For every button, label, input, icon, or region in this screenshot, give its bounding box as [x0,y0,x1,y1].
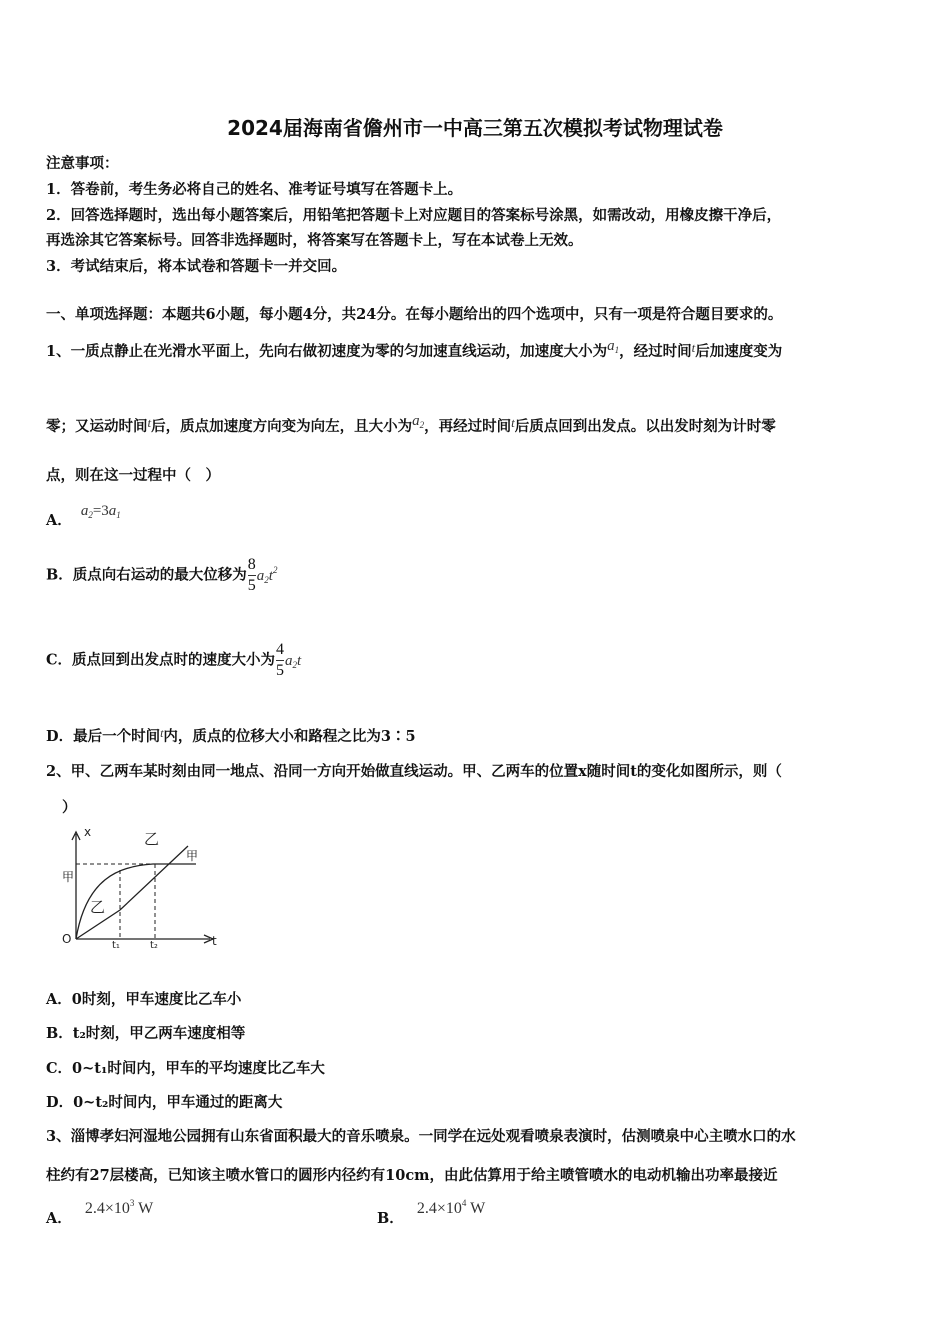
q2-position-time-graph [58,824,226,954]
jia-left-label: 甲 [62,870,75,884]
yi-inner-label: 乙 [90,898,106,916]
q2-stem-line1: 2、甲、乙两车某时刻由同一地点、沿同一方向开始做直线运动。甲、乙两车的位置x随时间t的变化如图所示，则（ [46,763,782,780]
page-title: 2024届海南省儋州市一中高三第五次模拟考试物理试卷 [227,116,723,140]
q2-option-d[interactable]: D．0~t₂时间内，甲车通过的距离大 [46,1094,283,1111]
q1-stem-line2: 零；又运动时间t后，质点加速度方向变为向左，且大小为$a_2$，再经过时间t后质点回到出发点。以出发时刻为计时零 [46,413,776,435]
q2-stem-line2: ） [62,799,77,816]
q1-stem-line3: 点，则在这一过程中（ ） [46,467,220,484]
q3-option-b[interactable]: B． $2.4\times 10^4$ W [377,1198,486,1227]
yi-top-label: 乙 [144,830,160,848]
q1-option-a[interactable]: A． $a_2=3a_1$ [46,503,121,529]
notice-item: 3．考试结束后，将本试卷和答题卡一并交回。 [46,258,347,275]
origin-label: O [62,932,72,946]
q3-stem-line2: 柱约有27层楼高，已知该主喷水管口的圆形内径约有10cm，由此估算用于给主喷管喷水的电动机输出功率最接近 [46,1167,778,1184]
section-heading: 一、单项选择题：本题共6小题，每小题4分，共24分。在每小题给出的四个选项中，只有一项是符合题目要求的。 [46,306,783,323]
notice-item: 2．回答选择题时，选出每小题答案后，用铅笔把答题卡上对应题目的答案标号涂黑，如需改动，用橡皮擦干净后， [46,207,782,224]
jia-right-label: 甲 [186,849,199,863]
q1-option-b[interactable]: B．质点向右运动的最大位移为 $\frac{8}{5}$ $a_2t^2$ [46,556,278,594]
q1-option-d[interactable]: D．最后一个时间$^t$内，质点的位移大小和路程之比为3∶5 [46,726,416,745]
q2-option-b[interactable]: B．t₂时刻，甲乙两车速度相等 [46,1025,246,1042]
q2-option-c[interactable]: C．0~t₁时间内，甲车的平均速度比乙车大 [46,1060,325,1077]
x-axis-label: x [84,825,92,839]
q1-option-c[interactable]: C．质点回到出发点时的速度大小为 $\frac{4}{5}$ $a_2t$ [46,641,302,679]
q3-stem-line1: 3、淄博孝妇河湿地公园拥有山东省面积最大的音乐喷泉。一同学在远处观看喷泉表演时，估测喷泉中心主喷水口的水 [46,1128,796,1145]
t2-label: t₂ [150,940,158,951]
t-axis-label: t [212,934,217,948]
q3-option-a[interactable]: A． $2.4\times 10^3$ W [46,1198,154,1227]
q1-stem-line1: 1、一质点静止在光滑水平面上，先向右做初速度为零的匀加速直线运动，加速度大小为$a_1$，经过时间t后加速度变为 [46,338,783,360]
notice-item: 再选涂其它答案标号。回答非选择题时，将答案写在答题卡上，写在本试卷上无效。 [46,232,583,249]
t1-label: t₁ [112,940,120,951]
q2-option-a[interactable]: A．0时刻，甲车速度比乙车小 [46,991,242,1008]
notice-heading: 注意事项： [46,155,119,172]
notice-item: 1．答卷前，考生务必将自己的姓名、准考证号填写在答题卡上。 [46,181,463,198]
